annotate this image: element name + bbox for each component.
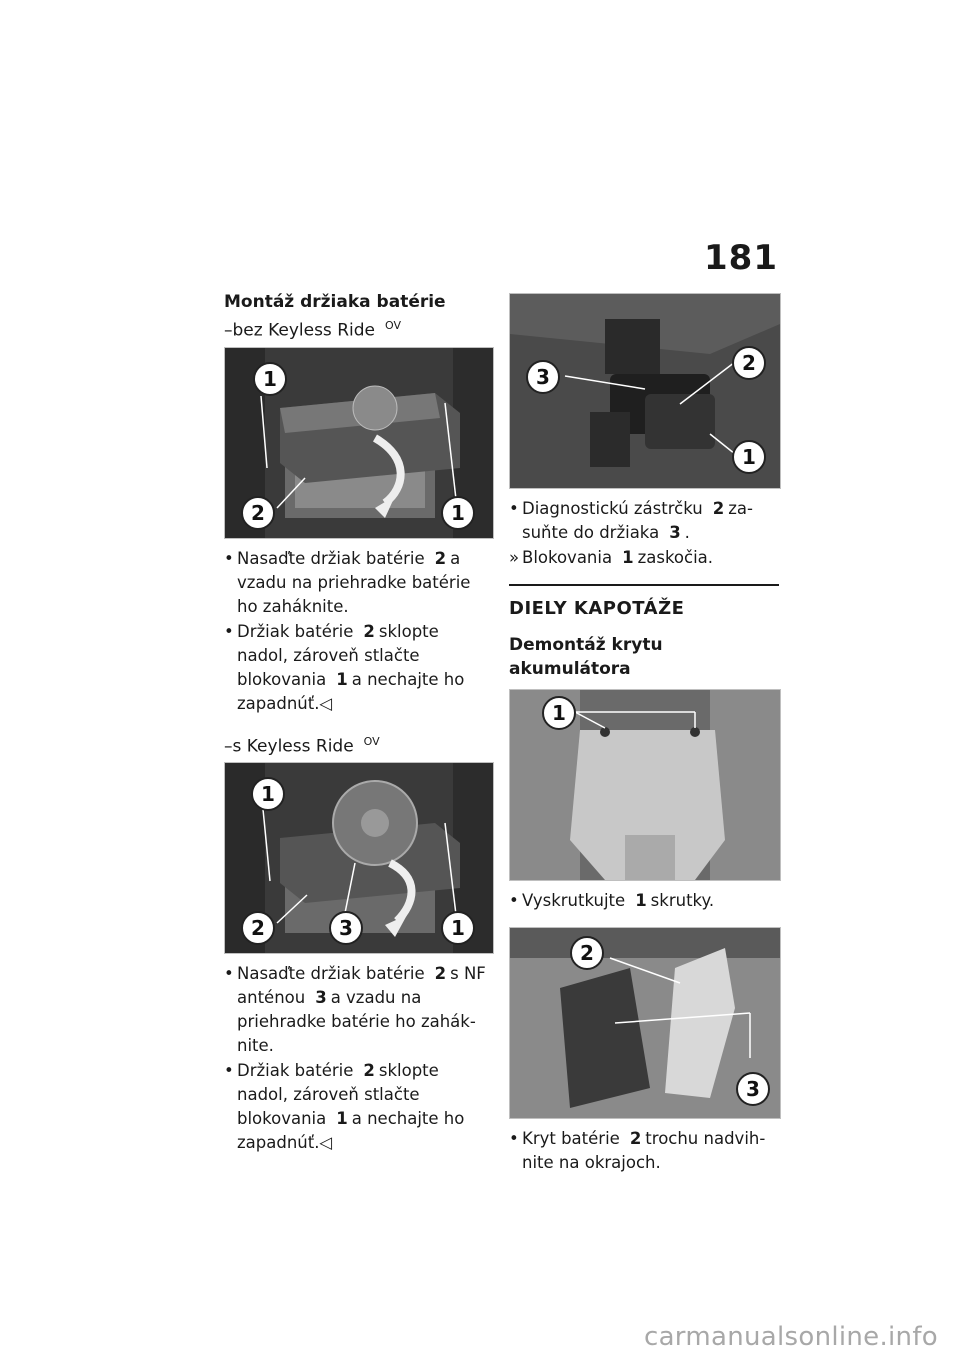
callout-1: 1	[251, 777, 285, 811]
callout-1: 1	[732, 440, 766, 474]
subheading-battery-cover: Demontáž krytu akumulátora	[509, 635, 663, 679]
watermark: carmanualsonline.info	[643, 1322, 938, 1352]
figure-battery-holder-1	[224, 347, 494, 539]
figure-battery-cover-lift	[509, 927, 781, 1119]
step-item: • Diagnostickú zástrčku 2 za-suňte do držiaka 3 .	[509, 499, 753, 542]
step-item: • Držiak batérie 2 sklopte nadol, zároveň stlačte blokovania 1 a nechajte ho zapadnúť.◁	[224, 1061, 465, 1153]
figure-diagnostic-plug	[509, 293, 781, 489]
steps-list-5	[509, 1127, 779, 1175]
right-column	[509, 293, 779, 1176]
callout-2: 2	[570, 936, 604, 970]
callout-2: 2	[732, 346, 766, 380]
figure-battery-cover-screws	[509, 689, 781, 881]
callout-2: 2	[241, 911, 275, 945]
step-item: • Kryt batérie 2 trochu nadvih-nite na okrajoch.	[509, 1129, 766, 1172]
page-number: 181	[704, 238, 778, 278]
result-item: » Blokovania 1 zaskočia.	[509, 548, 714, 567]
steps-list-1	[224, 547, 494, 716]
steps-list-2	[224, 962, 494, 1155]
left-column	[224, 290, 494, 1156]
steps-list-3	[509, 497, 779, 570]
step-item: • Vyskrutkujte 1 skrutky.	[509, 891, 715, 910]
callout-1: 1	[441, 496, 475, 530]
variant-label-with-keyless: –s Keyless Ride $^{OV}$	[224, 734, 380, 757]
steps-list-4	[509, 889, 779, 913]
callout-1: 1	[542, 696, 576, 730]
variant-label-without-keyless: –bez Keyless Ride $^{OV}$	[224, 319, 401, 341]
callout-3: 3	[736, 1072, 770, 1106]
callout-1: 1	[253, 362, 287, 396]
section-heading-mount: Montáž držiaka batérie	[224, 292, 446, 312]
step-item: • Nasaďte držiak batérie 2 a vzadu na priehradke batérie ho zaháknite.	[224, 548, 471, 616]
step-item: • Držiak batérie 2 sklopte nadol, zároveň stlačte blokovania 1 a nechajte ho zapadnúť.◁	[224, 621, 465, 713]
step-item: • Nasaďte držiak batérie 2 s NF anténou 3 a vzadu na priehradke batérie ho zahák-nite.	[224, 964, 486, 1056]
callout-3: 3	[526, 360, 560, 394]
callout-1: 1	[441, 911, 475, 945]
section-divider	[509, 584, 779, 586]
section-title-fairing: DIELY KAPOTÁŽE	[509, 598, 685, 619]
callout-3: 3	[329, 911, 363, 945]
callout-2: 2	[241, 496, 275, 530]
figure-battery-holder-2	[224, 762, 494, 954]
